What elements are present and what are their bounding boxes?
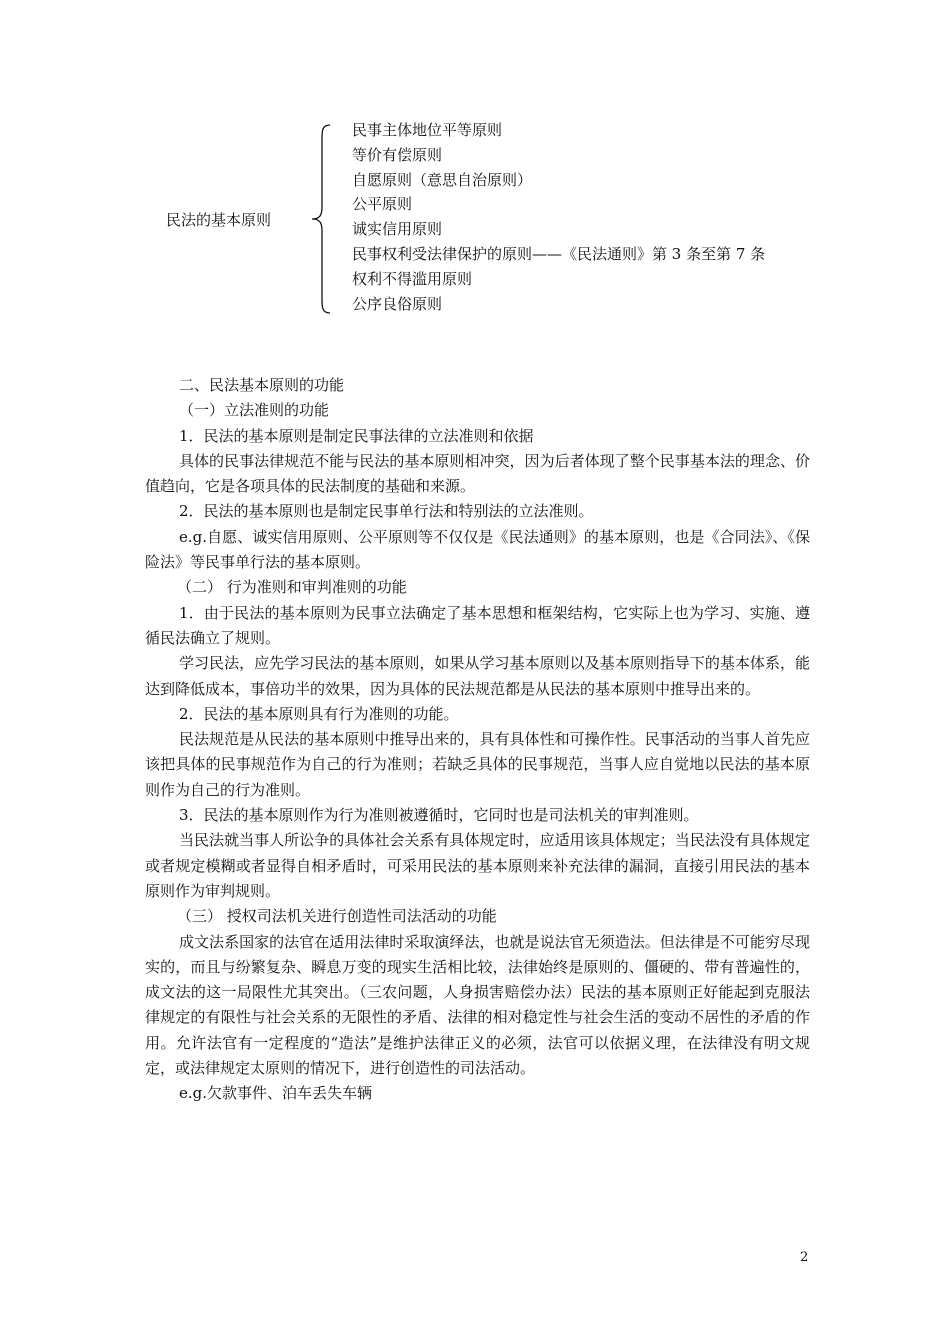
numbered-item: 1．民法的基本原则是制定民事法律的立法准则和依据: [179, 426, 534, 445]
subsection-title: （一）立法准则的功能: [179, 401, 330, 420]
outline-item: 公平原则: [352, 195, 413, 214]
numbered-item: 3．民法的基本原则作为行为准则被遵循时，它同时也是司法机关的审判准则。: [179, 806, 699, 825]
outline-item: 公序良俗原则: [352, 294, 443, 313]
curly-brace-icon: [308, 123, 338, 315]
paragraph: 当民法就当事人所讼争的具体社会关系有具体规定时，应适用该具体规定；当民法没有具体规定或者规定模糊或者显得自相矛盾时，可采用民法的基本原则来补充法律的漏洞，直接引用民法的基本原则作为审判规则。: [145, 831, 810, 900]
subsection-title: （二） 行为准则和审判准则的功能: [177, 578, 407, 597]
numbered-item: 2．民法的基本原则也是制定民事单行法和特别法的立法准则。: [179, 502, 594, 521]
outline-list: [352, 118, 765, 316]
paragraph: 学习民法，应先学习民法的基本原则，如果从学习基本原则以及基本原则指导下的基本体系，能达到降低成本，事倍功半的效果，因为具体的民法规范都是从民法的基本原则中推导出来的。: [145, 654, 810, 698]
body-text: [145, 373, 810, 1107]
numbered-item: 2．民法的基本原则具有行为准则的功能。: [179, 704, 459, 723]
outline-item: 自愿原则（意思自治原则）: [352, 170, 533, 189]
outline-item: 民事权利受法律保护的原则——《民法通则》第 3 条至第 7 条: [352, 244, 766, 263]
numbered-item: 1．由于民法的基本原则为民事立法确定了基本思想和框架结构，它实际上也为学习、实施、遵循民法确立了规则。: [145, 603, 810, 647]
outline-item: 等价有偿原则: [352, 145, 443, 164]
paragraph: 具体的民事法律规范不能与民法的基本原则相冲突，因为后者体现了整个民事基本法的理念、价值趋向，它是各项具体的民法制度的基础和来源。: [145, 451, 810, 496]
subsection-title: （三） 授权司法机关进行创造性司法活动的功能: [177, 907, 497, 926]
section-heading: 二、民法基本原则的功能: [179, 376, 345, 394]
example-paragraph: e.g.欠款事件、泊车丢失车辆: [179, 1084, 373, 1103]
example-paragraph: e.g.自愿、诚实信用原则、公平原则等不仅仅是《民法通则》的基本原则，也是《合同法》、《保险法》等民事单行法的基本原则。: [145, 527, 810, 572]
outline-item: 权利不得滥用原则: [352, 269, 473, 288]
outline-item: 民事主体地位平等原则: [352, 121, 503, 139]
outline-item: 诚实信用原则: [352, 220, 443, 239]
page-number: 2: [800, 1250, 809, 1265]
paragraph: 民法规范是从民法的基本原则中推导出来的，具有具体性和可操作性。民事活动的当事人首先应该把具体的民事规范作为自己的行为准则；若缺乏具体的民事规范，当事人应自觉地以民法的基本原则作为自己的行为准则。: [145, 730, 810, 799]
paragraph: 成文法系国家的法官在适用法律时采取演绎法，也就是说法官无须造法。但法律是不可能穷尽现实的，而且与纷繁复杂、瞬息万变的现实生活相比较，法律始终是原则的、僵硬的、带有普遍性的，成文法的这一局限性尤其突出。（三农问题，人身损害赔偿办法）民法的基本原则正好能起到克服法律规定的有限性与社会关系的无限性的矛盾、法律的相对稳定性与社会生活的变动不居性的矛盾的作用。允许法官有一定程度的“造法”是维护法律正义的必须，法官可以依据义理，在法律没有明文规定，或法律规定太原则的情况下，进行创造性的司法活动。: [145, 932, 810, 1078]
outline-label: 民法的基本原则: [166, 211, 272, 229]
